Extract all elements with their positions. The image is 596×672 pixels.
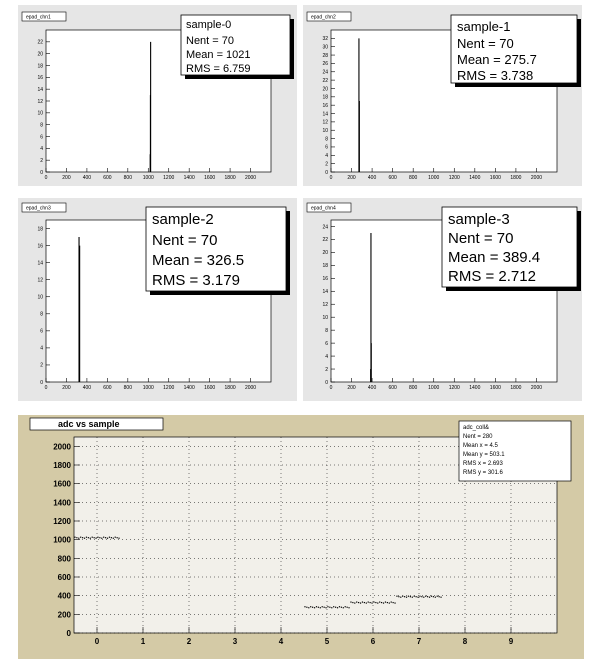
scatter-point (341, 607, 342, 608)
scatter-point (419, 596, 420, 597)
scatter-point (356, 601, 357, 602)
scatter-point (304, 606, 305, 607)
hist-title: epad_chn3 (26, 205, 51, 212)
y-tick-label: 600 (57, 573, 71, 582)
scatter-point (366, 602, 367, 603)
stat-mean: Mean = 1021 (186, 49, 251, 61)
y-tick-label: 2 (325, 161, 328, 168)
x-tick-label: 200 (62, 385, 71, 391)
stat-nent: Nent = 70 (457, 36, 514, 51)
scatter-point (406, 597, 407, 598)
y-tick-label: 0 (66, 629, 71, 638)
scatter-point (82, 537, 83, 538)
y-tick-label: 32 (322, 36, 328, 43)
x-tick-label: 600 (388, 175, 397, 181)
scatter-point (105, 537, 106, 538)
y-tick-label: 20 (37, 51, 43, 58)
y-tick-label: 10 (37, 110, 43, 117)
y-tick-label: 20 (322, 250, 328, 257)
x-tick-label: 400 (82, 385, 92, 391)
stat-name: sample-1 (457, 19, 511, 34)
scatter-point (348, 607, 349, 608)
y-tick-label: 22 (322, 77, 328, 84)
stat-rms: RMS = 3.738 (457, 68, 534, 83)
scatter-point (316, 606, 317, 607)
scatter-point (358, 602, 359, 603)
x-tick-label: 2 (186, 637, 192, 646)
x-tick-label: 1600 (204, 385, 216, 391)
stats-box (442, 207, 581, 291)
scatter-point (383, 602, 384, 603)
scatter-point (370, 602, 371, 603)
stat-line: RMS x = 2.693 (463, 461, 503, 467)
y-tick-label: 2 (40, 157, 43, 164)
x-tick-label: 3 (232, 637, 238, 646)
scatter-point (389, 602, 390, 603)
scatter-point (385, 601, 386, 602)
y-tick-label: 24 (322, 224, 328, 231)
scatter-point (337, 607, 338, 608)
y-tick-label: 12 (322, 302, 328, 309)
y-tick-label: 22 (37, 39, 43, 46)
x-tick-label: 200 (62, 175, 71, 181)
stat-nent: Nent = 70 (152, 232, 218, 249)
scatter-point (103, 537, 104, 538)
scatter-point (394, 602, 395, 603)
y-tick-label: 16 (322, 276, 328, 283)
scatter-point (95, 538, 96, 539)
scatter-point (101, 538, 102, 539)
scatter-point (439, 596, 440, 597)
scatter-point (429, 597, 430, 598)
y-tick-label: 6 (325, 144, 328, 151)
scatter-point (393, 602, 394, 603)
x-tick-label: 1800 (510, 385, 522, 391)
scatter-point (107, 538, 108, 539)
x-tick-label: 600 (388, 385, 397, 391)
y-tick-label: 18 (322, 263, 328, 270)
bars (79, 237, 80, 382)
x-tick-label: 1800 (224, 385, 236, 391)
scatter-point (371, 602, 372, 603)
stat-name: sample-0 (186, 19, 232, 31)
scatter-point (327, 606, 328, 607)
scatter-point (408, 596, 409, 597)
histogram-panel-3 (18, 198, 297, 401)
x-tick-label: 800 (409, 175, 418, 181)
bars (371, 233, 372, 382)
y-tick-label: 16 (322, 102, 328, 109)
scatter-point (431, 596, 432, 597)
scatter-point (352, 602, 353, 603)
hist-title: epad_chn1 (26, 14, 51, 21)
scatter-point (113, 538, 114, 539)
x-tick-label: 1400 (183, 385, 195, 391)
scatter-point (97, 537, 98, 538)
scatter-point (347, 607, 348, 608)
scatter-point (345, 606, 346, 607)
x-tick-label: 1800 (510, 175, 522, 181)
stat-rms: RMS = 2.712 (448, 268, 536, 285)
y-tick-label: 14 (37, 86, 43, 93)
scatter-point (400, 597, 401, 598)
x-tick-label: 1400 (469, 175, 481, 181)
scatter-point (335, 607, 336, 608)
x-tick-label: 1200 (163, 385, 175, 391)
y-tick-label: 6 (325, 340, 328, 347)
y-tick-label: 2 (40, 362, 43, 369)
stats-box (451, 15, 581, 87)
scatter-point (99, 537, 100, 538)
scatter-point (362, 601, 363, 602)
y-tick-label: 4 (40, 146, 43, 153)
scatter-point (331, 607, 332, 608)
x-tick-label: 1000 (428, 385, 440, 391)
x-tick-label: 1600 (489, 385, 501, 391)
y-tick-label: 10 (322, 128, 328, 135)
scatter-point (312, 607, 313, 608)
y-tick-label: 28 (322, 52, 328, 59)
x-tick-label: 800 (409, 385, 418, 391)
y-tick-label: 20 (322, 86, 328, 93)
histogram-panel-1 (18, 5, 297, 186)
y-tick-label: 0 (40, 379, 43, 386)
scatter-point (414, 596, 415, 597)
stats-box (146, 207, 290, 295)
scatter-point (94, 537, 95, 538)
y-tick-label: 12 (37, 98, 43, 105)
stat-rms: RMS = 3.179 (152, 272, 240, 289)
scatter-point (410, 596, 411, 597)
x-tick-label: 6 (370, 637, 376, 646)
stat-nent: Nent = 70 (186, 35, 235, 47)
scatter-point (404, 596, 405, 597)
scatter-point (387, 602, 388, 603)
y-tick-label: 400 (57, 591, 71, 601)
scatter-point (381, 602, 382, 603)
scatter-point (324, 607, 325, 608)
y-tick-label: 14 (322, 111, 328, 118)
scatter-point (84, 538, 85, 539)
x-tick-label: 400 (367, 175, 377, 181)
x-tick-label: 400 (367, 385, 377, 391)
x-tick-label: 2000 (530, 175, 543, 181)
x-tick-label: 200 (347, 385, 356, 391)
stat-mean: Mean = 326.5 (152, 252, 245, 269)
scatter-point (80, 537, 81, 538)
scatter-point (322, 606, 323, 607)
scatter-point (379, 601, 380, 602)
scatter-point (417, 597, 418, 598)
x-tick-label: 0 (44, 385, 48, 391)
scatter-point (306, 607, 307, 608)
stat-line: Mean y = 503.1 (463, 452, 505, 458)
scatter-point (416, 596, 417, 597)
y-tick-label: 6 (40, 134, 43, 141)
y-tick-label: 8 (325, 327, 328, 334)
stat-name: sample-3 (448, 211, 510, 228)
x-tick-label: 0 (44, 175, 48, 181)
y-tick-label: 200 (57, 610, 71, 620)
scatter-point (92, 537, 93, 538)
scatter-point (412, 597, 413, 598)
scatter-point (314, 607, 315, 608)
scatter-point (115, 537, 116, 538)
scatter-point (421, 596, 422, 597)
x-tick-label: 2000 (244, 385, 257, 391)
stat-mean: Mean = 275.7 (457, 52, 537, 67)
x-tick-label: 1200 (448, 175, 460, 181)
scatter-point (339, 606, 340, 607)
y-tick-label: 2000 (53, 442, 71, 452)
scatter-point (318, 607, 319, 608)
scatter-point (423, 597, 424, 598)
scatter-point (364, 602, 365, 603)
y-tick-label: 1400 (53, 498, 71, 508)
scatter-point (329, 607, 330, 608)
scatter-panel (18, 415, 584, 659)
scatter-point (333, 606, 334, 607)
scatter-point (325, 607, 326, 608)
scatter-point (427, 596, 428, 597)
x-tick-label: 5 (324, 637, 330, 646)
y-tick-label: 4 (325, 153, 328, 160)
y-tick-label: 18 (37, 63, 43, 70)
y-tick-label: 2 (325, 366, 328, 373)
x-tick-label: 1400 (183, 175, 195, 181)
y-tick-label: 14 (37, 260, 43, 267)
x-tick-label: 1800 (224, 175, 236, 181)
x-tick-label: 2000 (244, 175, 257, 181)
scatter-point (391, 601, 392, 602)
y-tick-label: 0 (40, 169, 43, 176)
scatter-point (118, 538, 119, 539)
y-tick-label: 8 (325, 136, 328, 143)
x-tick-label: 1 (140, 637, 146, 646)
histogram-panel-2 (303, 5, 582, 186)
y-tick-label: 10 (322, 315, 328, 321)
scatter-point (360, 602, 361, 603)
y-tick-label: 0 (325, 379, 328, 386)
hist-title: epad_chn4 (311, 205, 336, 212)
x-tick-label: 1000 (142, 175, 154, 181)
scatter-point (88, 537, 89, 538)
x-tick-label: 1000 (142, 385, 154, 391)
y-tick-label: 4 (40, 345, 43, 352)
x-tick-label: 2000 (530, 385, 543, 391)
y-tick-label: 18 (322, 94, 328, 101)
scatter-point (354, 602, 355, 603)
x-tick-label: 800 (123, 175, 132, 181)
x-tick-label: 9 (508, 637, 514, 646)
stat-line: Mean x = 4.5 (463, 443, 498, 449)
scatter-title: adc vs sample (58, 419, 120, 429)
scatter-point (86, 537, 87, 538)
scatter-point (76, 537, 77, 538)
scatter-point (402, 596, 403, 597)
scatter-point (343, 607, 344, 608)
scatter-point (440, 597, 441, 598)
scatter-point (117, 537, 118, 538)
stat-name: adc_coll& (463, 425, 490, 431)
stat-rms: RMS = 6.759 (186, 63, 251, 75)
scatter-point (425, 596, 426, 597)
x-tick-label: 4 (278, 637, 284, 646)
scatter-point (78, 538, 79, 539)
y-tick-label: 6 (40, 328, 43, 335)
scatter-point (368, 601, 369, 602)
histogram-panel-4 (303, 198, 582, 401)
x-tick-label: 0 (329, 385, 333, 391)
x-tick-label: 800 (123, 385, 132, 391)
scatter-point (437, 596, 438, 597)
x-tick-label: 0 (94, 637, 100, 646)
hist-title: epad_chn2 (311, 14, 336, 21)
y-tick-label: 30 (322, 44, 328, 51)
x-tick-label: 600 (103, 175, 112, 181)
x-tick-label: 1400 (469, 385, 481, 391)
y-tick-label: 1000 (53, 535, 71, 545)
y-tick-label: 12 (322, 119, 328, 126)
stat-mean: Mean = 389.4 (448, 249, 541, 266)
scatter-point (435, 597, 436, 598)
x-tick-label: 600 (103, 385, 112, 391)
scatter-point (74, 537, 75, 538)
y-tick-label: 18 (37, 226, 43, 233)
y-tick-label: 1600 (53, 479, 71, 489)
y-tick-label: 14 (322, 289, 328, 296)
scatter-point (377, 602, 378, 603)
y-tick-label: 8 (40, 122, 43, 129)
y-tick-label: 8 (40, 311, 43, 318)
stats-box (459, 421, 571, 481)
x-tick-label: 1600 (489, 175, 501, 181)
y-tick-label: 26 (322, 61, 328, 68)
y-tick-label: 800 (57, 554, 71, 564)
x-tick-label: 7 (416, 637, 422, 646)
y-tick-label: 10 (37, 294, 43, 301)
stats-box (181, 15, 294, 79)
y-tick-label: 16 (37, 243, 43, 250)
stat-line: RMS y = 301.6 (463, 470, 503, 476)
scatter-point (111, 537, 112, 538)
y-tick-label: 1800 (53, 461, 71, 470)
scatter-point (373, 601, 374, 602)
y-tick-label: 0 (325, 169, 328, 176)
x-tick-label: 1000 (428, 175, 440, 181)
y-tick-label: 1200 (53, 517, 71, 526)
x-tick-label: 1200 (163, 175, 175, 181)
scatter-point (109, 537, 110, 538)
stat-name: sample-2 (152, 211, 214, 228)
scatter-point (398, 596, 399, 597)
stat-line: Nent = 280 (463, 434, 493, 440)
x-tick-label: 1600 (204, 175, 216, 181)
x-tick-label: 200 (347, 175, 356, 181)
x-tick-label: 1200 (448, 385, 460, 391)
y-tick-label: 12 (37, 277, 43, 284)
scatter-point (433, 596, 434, 597)
scatter-point (90, 538, 91, 539)
scatter-point (375, 602, 376, 603)
scatter-point (310, 606, 311, 607)
y-tick-label: 4 (325, 353, 328, 360)
scatter-point (320, 607, 321, 608)
stat-nent: Nent = 70 (448, 230, 514, 247)
x-tick-label: 0 (329, 175, 333, 181)
scatter-point (396, 596, 397, 597)
y-tick-label: 22 (322, 237, 328, 244)
x-tick-label: 8 (462, 637, 468, 646)
y-tick-label: 24 (322, 69, 328, 76)
y-tick-label: 16 (37, 75, 43, 82)
scatter-point (350, 601, 351, 602)
x-tick-label: 400 (82, 175, 92, 181)
scatter-point (308, 607, 309, 608)
